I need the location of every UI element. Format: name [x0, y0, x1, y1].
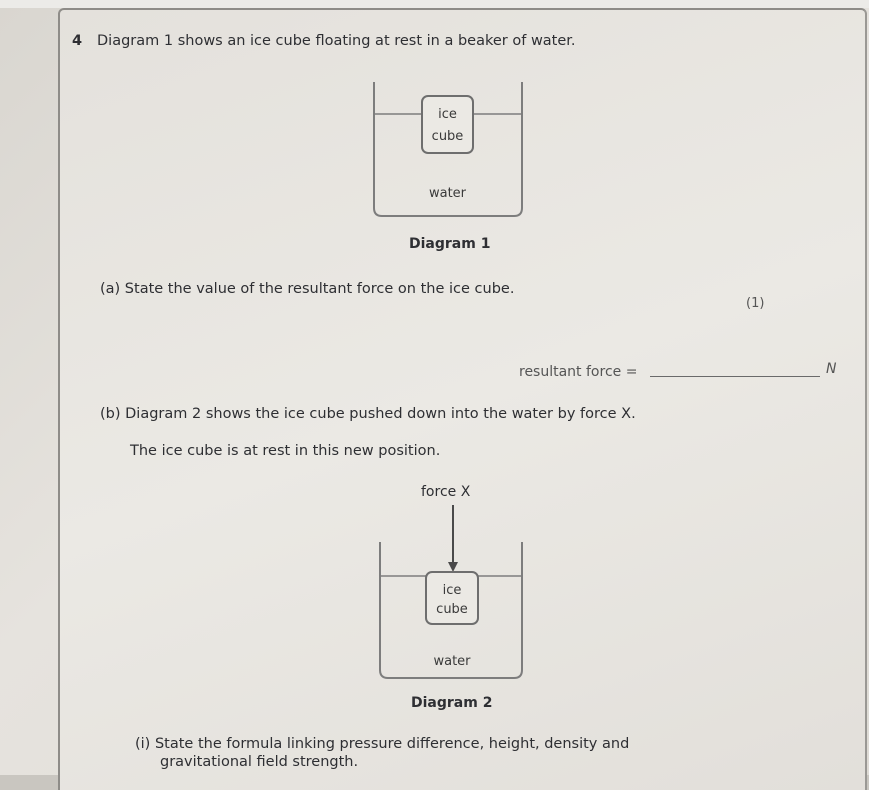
water-label: water — [428, 186, 467, 201]
question-number: 4 — [72, 33, 83, 49]
cube-label: cube — [436, 602, 468, 617]
unit-label: N — [826, 361, 837, 377]
force-arrow-head — [448, 562, 458, 572]
part-a-question: (a) State the value of the resultant force on the ice cube. — [100, 281, 515, 297]
ice-label: ice — [442, 583, 462, 598]
part-i-question: (i) State the formula linking pressure difference, height, density and — [135, 736, 630, 752]
cube-label: cube — [431, 129, 464, 144]
question-stem: Diagram 1 shows an ice cube floating at rest in a beaker of water. — [97, 33, 576, 49]
part-b-context: The ice cube is at rest in this new position. — [130, 443, 441, 459]
ice-label: ice — [438, 107, 457, 122]
answer-line[interactable] — [650, 376, 820, 377]
diagram-2-caption: Diagram 2 — [411, 695, 493, 711]
force-x-label: force X — [421, 484, 471, 500]
diagram-2 — [370, 500, 540, 685]
water-label: water — [433, 654, 471, 669]
answer-label: resultant force = — [519, 364, 638, 380]
diagram-1 — [360, 80, 540, 225]
part-i-question-cont: gravitational field strength. — [160, 754, 359, 770]
diagram-1-caption: Diagram 1 — [409, 236, 491, 252]
marks-indicator: (1) — [746, 296, 765, 311]
top-strip — [0, 0, 869, 8]
ice-cube — [422, 96, 473, 153]
part-b-question: (b) Diagram 2 shows the ice cube pushed down into the water by force X. — [100, 406, 636, 422]
